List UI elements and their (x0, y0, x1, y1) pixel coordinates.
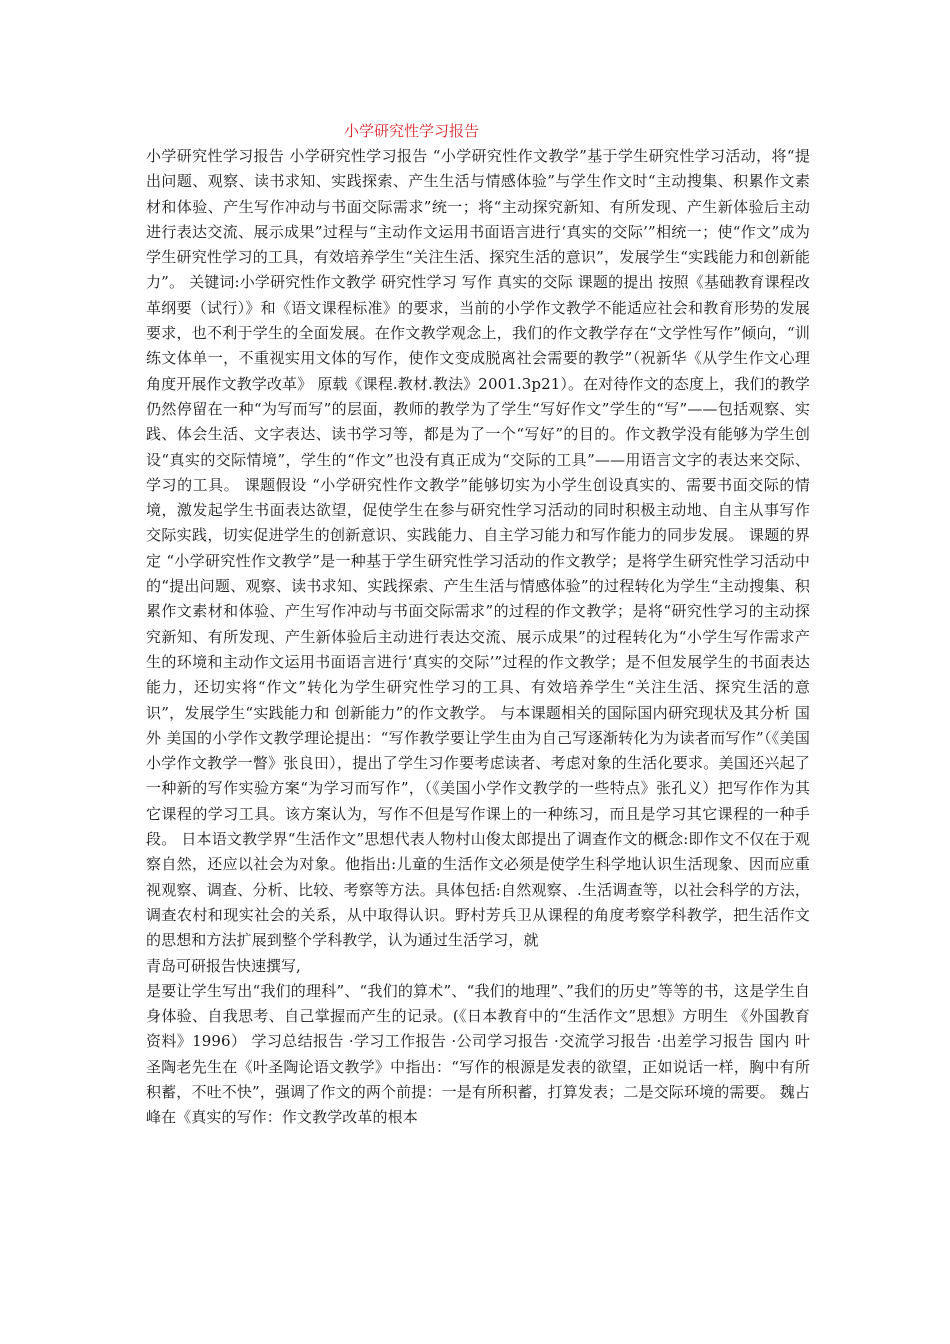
body-paragraph-2: 是要让学生写出“我们的理科”、“我们的算术”、“我们的地理”、”我们的历史”等等的书，这是学生自身体验、自我思考、自己掌握而产生的记录。(《日本教育中的“生活作文”思想》方明生 《外国教育资料》1996） 学习总结报告 ·学习工作报告 ·公司学习报告 ·交流学习报告 ·出差学习报告 国内 叶圣陶老先生在《叶圣陶论语文教学》中指出：“写作的根源是发表的欲望，正如说话一样，胸中有所积蓄，不吐不快”，强调了作文的两个前提：一是有所积蓄，打算发表；二是交际环境的需要。 魏占峰在《真实的写作：作文教学改革的根本 (146, 981, 810, 1127)
document-title: 小学研究性学习报告 (344, 122, 480, 140)
ad-line: 青岛可研报告快速撰写, (146, 956, 301, 975)
document-page (146, 118, 810, 1131)
body-paragraph-1: 小学研究性学习报告 小学研究性学习报告 “小学研究性作文教学”基于学生研究性学习活动，将“提出问题、观察、读书求知、实践探索、产生生活与情感体验”与学生作文时“主动搜集、积累作文素材和体验、产生写作冲动与书面交际需求”统一；将“主动探究新知、有所发现、产生新体验后主动进行表达交流、展示成果”过程与“主动作文运用书面语言进行‘真实的交际’”相统一；使“作文”成为学生研究性学习的工具，有效培养学生“关注生活、探究生活的意识”，发展学生“实践能力和创新能力”。 关键词:小学研究性作文教学 研究性学习 写作 真实的交际 课题的提出 按照《基础教育课程改革纲要（试行）》和《语文课程标准》的要求，当前的小学作文教学不能适应社会和教育形势的发展要求，也不利于学生的全面发展。在作文教学观念上，我们的作文教学存在“文学性写作”倾向，“训练文体单一，不重视实用文体的写作，使作文变成脱离社会需要的教学”（祝新华《从学生作文心理角度开展作文教学改革》 原载《课程.教材.教法》2001.3p21）。在对待作文的态度上，我们的教学仍然停留在一种“为写而写”的层面，教师的教学为了学生“写好作文”学生的“写”——包括观察、实践、体会生活、文字表达、读书学习等，都是为了一个“写好”的目的。作文教学没有能够为学生创设“真实的交际情境”，学生的“作文”也没有真正成为“交际的工具”——用语言文字的表达来交际、学习的工具。 课题假设 “小学研究性作文教学”能够切实为小学生创设真实的、需要书面交际的情境，激发起学生书面表达欲望，促使学生在参与研究性学习活动的同时积极主动地、自主从事写作交际实践，切实促进学生的创新意识、实践能力、自主学习能力和写作能力的同步发展。 课题的界定 “小学研究性作文教学”是一种基于学生研究性学习活动的作文教学；是将学生研究性学习活动中的“提出问题、观察、读书求知、实践探索、产生生活与情感体验”的过程转化为学生“主动搜集、积累作文素材和体验、产生写作冲动与书面交际需求”的过程的作文教学；是将“研究性学习的主动探究新知、有所发现、产生新体验后主动进行表达交流、展示成果”的过程转化为“小学生写作需求产生的环境和主动作文运用书面语言进行‘真实的交际’”过程的作文教学；是不但发展学生的书面表达能力，还切实将“作文”转化为学生研究性学习的工具、有效培养学生“关注生活、探究生活的意识”，发展学生“实践能力和 创新能力”的作文教学。 与本课题相关的国际国内研究现状及其分析 国外 美国的小学作文教学理论提出：“写作教学要让学生由为自己写逐渐转化为为读者而写作”（《美国小学作文教学一瞥》张良田），提出了学生习作要考虑读者、考虑对象的生活化要求。美国还兴起了一种新的写作实验方案“为学习而写作”，（《美国小学作文教学的一些特点》张孔义）把写作作为其它课程的学习工具。该方案认为，写作不但是写作课上的一种练习，而且是学习其它课程的一种手段。 日本语文教学界“生活作文”思想代表人物村山俊太郎提出了调查作文的概念:即作文不仅在于观察自然，还应以社会为对象。他指出:儿童的生活作文必须是使学生科学地认识生活现象、因而应重视观察、调查、分析、比较、考察等方法。具体包括:自然观察、.生活调查等，以社会科学的方法，调查农村和现实社会的关系，从中取得认识。野村芳兵卫从课程的角度考察学科教学，把生活作文的思想和方法扩展到整个学科教学，认为通过生活学习，就 (146, 147, 810, 950)
